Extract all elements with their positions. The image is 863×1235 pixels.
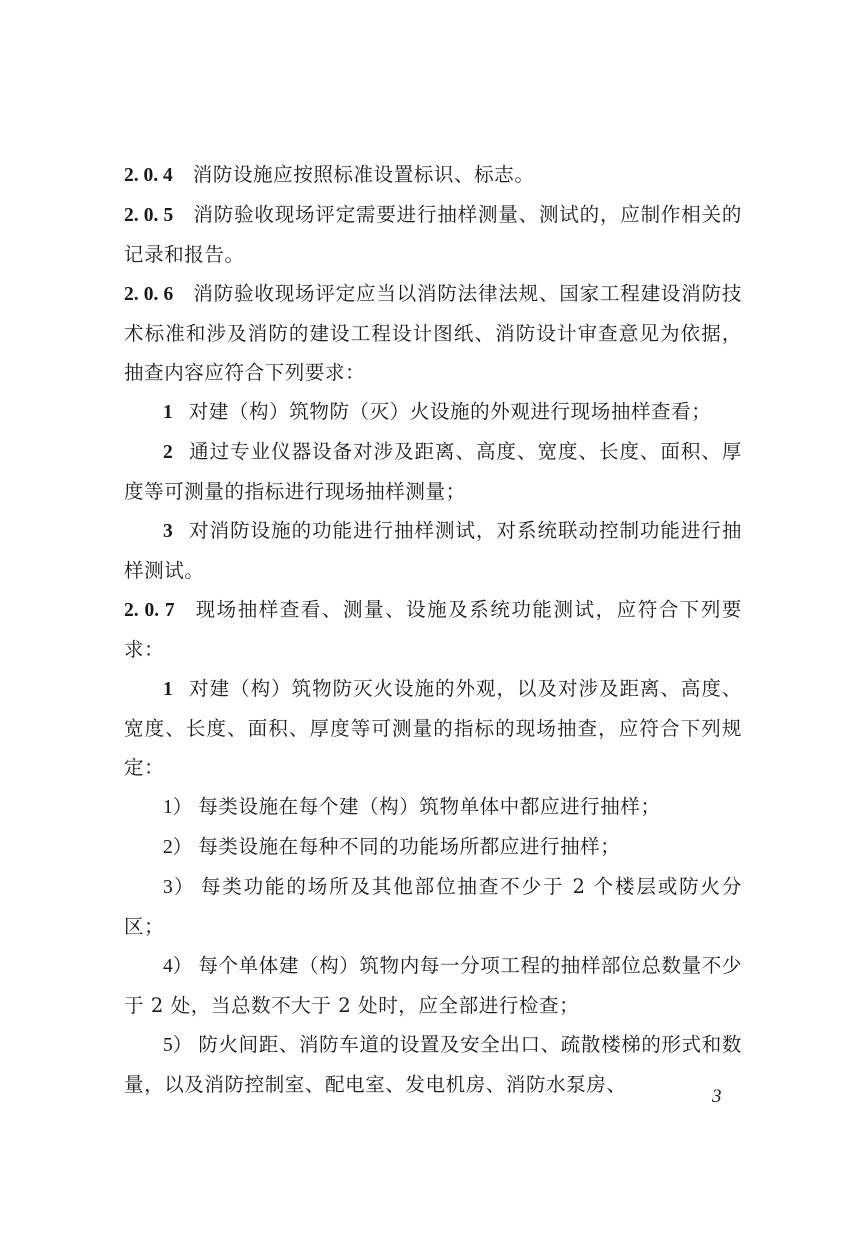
item-text: 对消防设施的功能进行抽样测试，对系统联动控制功能进行抽样测试。 bbox=[124, 519, 742, 582]
sub-item-3 bbox=[124, 867, 742, 946]
sub-item-number: 2） bbox=[163, 837, 193, 858]
item-number: 2 bbox=[163, 442, 173, 463]
clause-text: 现场抽样查看、测量、设施及系统功能测试，应符合下列要求： bbox=[124, 598, 742, 661]
sub-item-number: 4） bbox=[163, 956, 193, 977]
sub-item-text: 每个单体建（构）筑物内每一分项工程的抽样部位总数量不少于 2 处，当总数不大于 2 处时，应全部进行检查； bbox=[124, 954, 742, 1017]
clause-2-0-7-item-1 bbox=[124, 669, 742, 787]
standard-text-body bbox=[124, 155, 742, 1104]
sub-item-text: 每类设施在每种不同的功能场所都应进行抽样； bbox=[198, 835, 621, 858]
item-text: 对建（构）筑物防（灭）火设施的外观进行现场抽样查看； bbox=[188, 400, 712, 423]
sub-item-2 bbox=[124, 827, 742, 867]
clause-number: 2. 0. 4 bbox=[124, 165, 173, 186]
clause-2-0-6-item-2 bbox=[124, 432, 742, 511]
clause-2-0-5 bbox=[124, 195, 742, 274]
clause-number: 2. 0. 7 bbox=[124, 600, 175, 621]
clause-text: 消防验收现场评定应当以消防法律法规、国家工程建设消防技术标准和涉及消防的建设工程设计图纸、消防设计审查意见为依据，抽查内容应符合下列要求： bbox=[124, 282, 742, 384]
sub-item-1 bbox=[124, 787, 742, 827]
clause-text: 消防设施应按照标准设置标识、标志。 bbox=[192, 163, 535, 186]
clause-number: 2. 0. 6 bbox=[124, 284, 174, 305]
clause-2-0-6-item-1 bbox=[124, 392, 742, 432]
page-number: 3 bbox=[712, 1086, 722, 1107]
item-number: 1 bbox=[163, 402, 173, 423]
sub-item-number: 3） bbox=[163, 877, 195, 898]
clause-2-0-7 bbox=[124, 590, 742, 669]
item-number: 1 bbox=[163, 679, 173, 700]
clause-2-0-4 bbox=[124, 155, 742, 195]
sub-item-text: 每类功能的场所及其他部位抽查不少于 2 个楼层或防火分区； bbox=[124, 875, 742, 938]
clause-2-0-6-item-3 bbox=[124, 511, 742, 590]
sub-item-4 bbox=[124, 946, 742, 1025]
clause-text: 消防验收现场评定需要进行抽样测量、测试的，应制作相关的记录和报告。 bbox=[124, 203, 742, 266]
sub-item-5 bbox=[124, 1025, 742, 1104]
item-text: 通过专业仪器设备对涉及距离、高度、宽度、长度、面积、厚度等可测量的指标进行现场抽样测量； bbox=[124, 440, 742, 503]
sub-item-number: 5） bbox=[163, 1035, 193, 1056]
sub-item-text: 防火间距、消防车道的设置及安全出口、疏散楼梯的形式和数量，以及消防控制室、配电室、发电机房、消防水泵房、 bbox=[124, 1033, 742, 1096]
clause-2-0-6 bbox=[124, 274, 742, 392]
sub-item-number: 1） bbox=[163, 797, 193, 818]
item-text: 对建（构）筑物防灭火设施的外观，以及对涉及距离、高度、宽度、长度、面积、厚度等可测量的指标的现场抽查，应符合下列规定： bbox=[124, 677, 742, 779]
item-number: 3 bbox=[163, 521, 173, 542]
clause-number: 2. 0. 5 bbox=[124, 205, 174, 226]
sub-item-text: 每类设施在每个建（构）筑物单体中都应进行抽样； bbox=[198, 795, 661, 818]
